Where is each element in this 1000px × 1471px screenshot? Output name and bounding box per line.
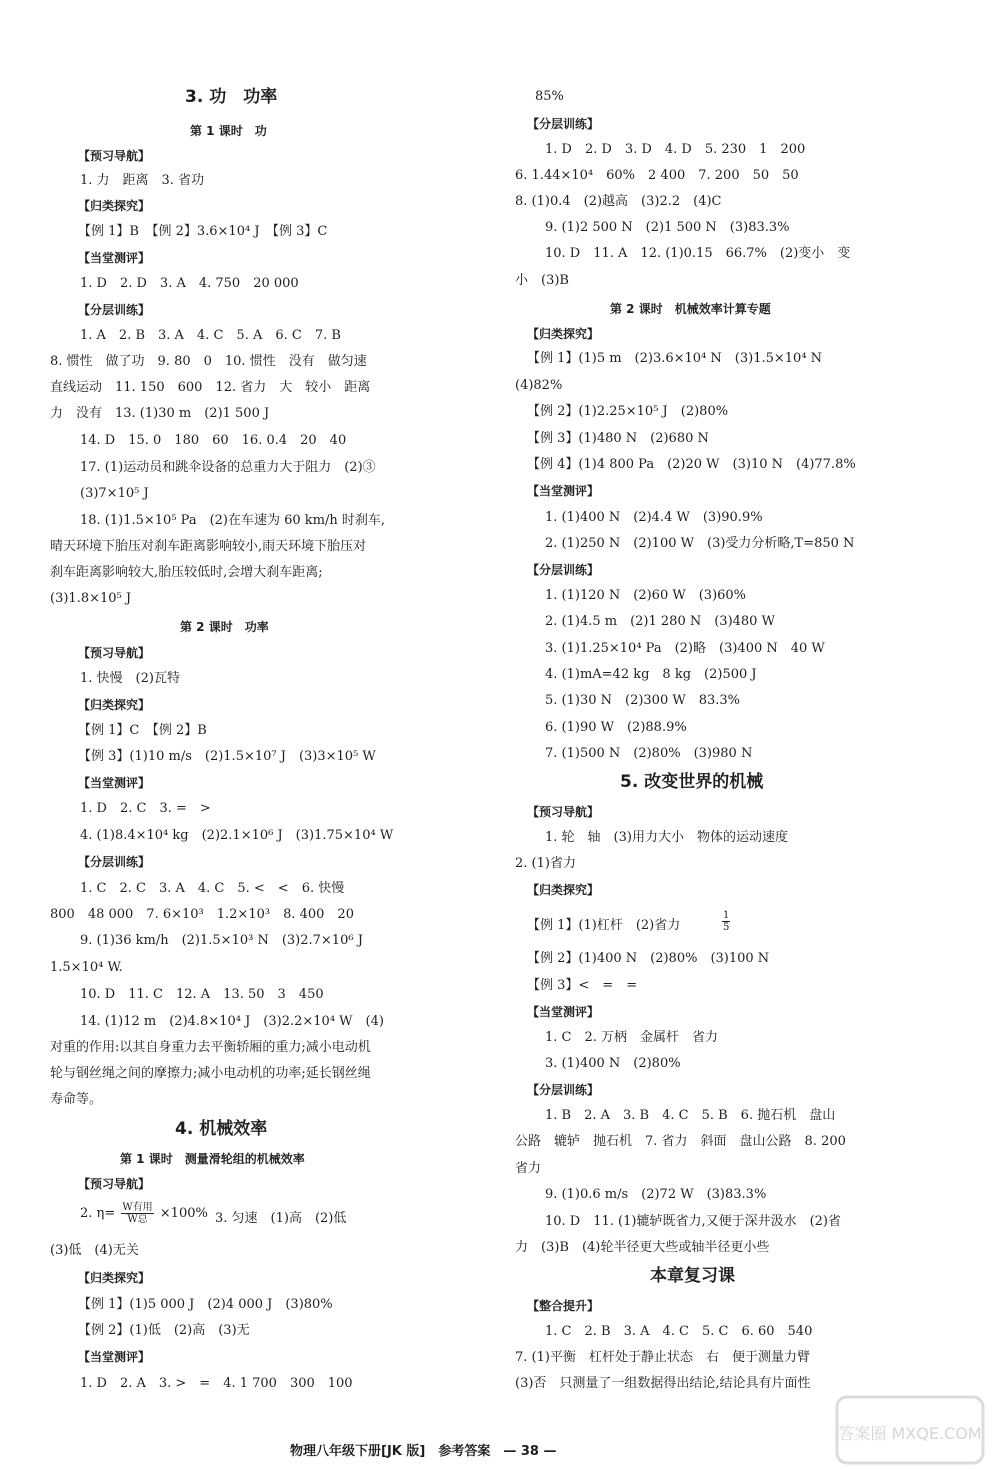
ex1-fraction-wrap [720,910,732,933]
answer-line: 6. (1)90 W (2)88.9% [545,720,687,735]
answer-line: 直线运动 11. 150 600 12. 省力 大 较小 距离 [50,380,371,395]
answer-line: 1. B 2. A 3. B 4. C 5. B 6. 抛石机 盘山 [545,1108,836,1123]
answer-line: 1. C 2. 万柄 金属杆 省力 [545,1030,719,1045]
fraction-denominator: W总 [127,1214,148,1225]
answer-line: 2. (1)省力 [515,856,576,871]
section-label: 【归类探究】 [527,883,600,897]
answer-line: 9. (1)2 500 N (2)1 500 N (3)83.3% [545,220,790,235]
section-label: 【分层训练】 [78,303,151,317]
section-label: 【整合提升】 [527,1299,600,1313]
answer-line: 1. A 2. B 3. A 4. C 5. A 6. C 7. B [80,328,341,343]
answer-line: 8. (1)0.4 (2)越高 (3)2.2 (4)C [515,194,722,209]
answer-line: 对重的作用:以其自身重力去平衡轿厢的重力;减小电动机 [50,1040,371,1055]
answer-line: 10. D 11. C 12. A 13. 50 3 450 [80,987,324,1002]
answer-line: 轮与钢丝绳之间的摩擦力;减小电动机的功率;延长钢丝绳 [50,1066,371,1081]
answer-line: 3. 匀速 (1)高 (2)低 [215,1211,347,1226]
answer-line: 7. (1)500 N (2)80% (3)980 N [545,746,753,761]
answer-line: 1.5×10⁴ W. [50,960,123,975]
section-label: 【预习导航】 [527,805,600,819]
answer-line: 力 没有 13. (1)30 m (2)1 500 J [50,406,270,421]
answer-line: 800 48 000 7. 6×10³ 1.2×10³ 8. 400 20 [50,907,354,922]
lesson-title: 第 2 课时 机械效率计算专题 [610,302,771,316]
answer-line: 9. (1)0.6 m/s (2)72 W (3)83.3% [545,1187,767,1202]
ex1-fraction [722,910,730,933]
answer-line: 18. (1)1.5×10⁵ Pa (2)在车速为 60 km/h 时刹车, [80,513,386,528]
answer-line: 85% [535,89,564,104]
section-label: 【分层训练】 [527,1083,600,1097]
section-label: 【预习导航】 [78,646,151,660]
answer-line: 【例 1】B 【例 2】3.6×10⁴ J 【例 3】C [78,224,328,239]
answer-line: 10. D 11. (1)辘轳既省力,又便于深井汲水 (2)省 [545,1214,841,1229]
section-label: 【预习导航】 [78,149,151,163]
section-label: 【当堂测评】 [78,776,151,790]
section-title: 本章复习课 [650,1266,735,1286]
section-label: 【当堂测评】 [527,1005,600,1019]
answer-line: 14. D 15. 0 180 60 16. 0.4 20 40 [80,433,347,448]
answer-line: 刹车距离影响较大,胎压较低时,会增大刹车距离; [50,565,323,580]
fraction-denominator: 5 [723,922,730,933]
answer-line: (3)低 (4)无关 [50,1243,139,1258]
answer-line: 2. (1)4.5 m (2)1 280 N (3)480 W [545,614,775,629]
efficiency-fraction [121,1202,153,1225]
answer-line: 14. (1)12 m (2)4.8×10⁴ J (3)2.2×10⁴ W (4) [80,1014,384,1029]
answer-line: 【例 1】(1)5 000 J (2)4 000 J (3)80% [78,1297,333,1312]
answer-line: 1. (1)120 N (2)60 W (3)60% [545,588,747,603]
section-label: 【归类探究】 [78,698,151,712]
answer-line: 1. D 2. A 3. > = 4. 1 700 300 100 [80,1376,353,1391]
lesson-title: 第 1 课时 功 [190,124,267,138]
answer-line: 1. D 2. D 3. A 4. 750 20 000 [80,276,299,291]
answer-line: 2. (1)250 N (2)100 W (3)受力分析略,T=850 N [545,536,855,551]
answer-line: 【例 1】(1)5 m (2)3.6×10⁴ N (3)1.5×10⁴ N [527,351,823,366]
answer-line: 1. C 2. C 3. A 4. C 5. < < 6. 快慢 [80,881,345,896]
answer-line: 省力 [515,1161,542,1176]
efficiency-formula [80,1202,208,1225]
fraction-numerator: 1 [723,910,730,921]
answer-line: (3)否 只测量了一组数据得出结论,结论具有片面性 [515,1376,811,1391]
page-footer: 物理八年级下册[JK 版] 参考答案 — 38 — [290,1444,557,1459]
answer-line: 【例 3】(1)10 m/s (2)1.5×10⁷ J (3)3×10⁵ W [78,749,376,764]
answer-line: 【例 3】< = = [527,978,638,993]
answer-line: 【例 2】(1)400 N (2)80% (3)100 N [527,951,770,966]
answer-line: 6. 1.44×10⁴ 60% 2 400 7. 200 50 50 [515,168,799,183]
answer-line: 9. (1)36 km/h (2)1.5×10³ N (3)2.7×10⁶ J [80,933,363,948]
section-label: 【当堂测评】 [527,484,600,498]
answer-line: 【例 1】C 【例 2】B [78,723,207,738]
answer-line: (3)7×10⁵ J [80,486,149,501]
section-title: 4. 机械效率 [175,1119,268,1139]
section-label: 【归类探究】 [527,327,600,341]
answer-line: 5. (1)30 N (2)300 W 83.3% [545,693,741,708]
answer-line: 【例 2】(1)2.25×10⁵ J (2)80% [527,404,729,419]
answer-line: 1. 快慢 (2)瓦特 [80,671,180,686]
answer-line: 1. D 2. D 3. D 4. D 5. 230 1 200 [545,142,806,157]
section-label: 【分层训练】 [527,563,600,577]
answer-line: 4. (1)mA=42 kg 8 kg (2)500 J [545,667,757,682]
answer-line: 寿命等。 [50,1092,103,1107]
answer-line: 1. D 2. C 3. = > [80,801,211,816]
section-title: 5. 改变世界的机械 [620,772,764,792]
answer-line: 1. 轮 轴 (3)用力大小 物体的运动速度 [545,830,788,845]
answer-line: 1. C 2. B 3. A 4. C 5. C 6. 60 540 [545,1324,813,1339]
fraction-numerator: W有用 [122,1202,153,1213]
section-label: 【分层训练】 [78,855,151,869]
section-label: 【预习导航】 [78,1177,151,1191]
answer-line: 【例 2】(1)低 (2)高 (3)无 [78,1323,250,1338]
section-label: 【当堂测评】 [78,251,151,265]
answer-line: 【例 4】(1)4 800 Pa (2)20 W (3)10 N (4)77.8% [527,457,856,472]
answer-line: 3. (1)400 N (2)80% [545,1056,681,1071]
answer-line: (4)82% [515,378,563,393]
section-title: 3. 功 功率 [185,87,278,107]
answer-line: (3)1.8×10⁵ J [50,591,132,606]
answer-line: 8. 惯性 做了功 9. 80 0 10. 惯性 没有 做匀速 [50,354,367,369]
answer-line: 【例 1】(1)杠杆 (2)省力 [527,918,681,933]
answer-line: 力 (3)B (4)轮半径更大些或轴半径更小些 [515,1240,770,1255]
answer-line: 公路 辘轳 抛石机 7. 省力 斜面 盘山公路 8. 200 [515,1134,846,1149]
answer-line: 【例 3】(1)480 N (2)680 N [527,431,709,446]
answer-line: 1. 力 距离 3. 省功 [80,173,205,188]
answer-line: 小 (3)B [515,273,569,288]
formula-prefix: 2. η= [80,1206,116,1221]
watermark-logo [835,1395,985,1465]
section-label: 【分层训练】 [527,117,600,131]
answer-line: 7. (1)平衡 杠杆处于静止状态 右 便于测量力臂 [515,1350,810,1365]
lesson-title: 第 1 课时 测量滑轮组的机械效率 [120,1152,305,1166]
section-label: 【当堂测评】 [78,1350,151,1364]
answer-line: 17. (1)运动员和跳伞设备的总重力大于阻力 (2)③ [80,460,376,475]
answer-line: 10. D 11. A 12. (1)0.15 66.7% (2)变小 变 [545,246,851,261]
section-label: 【归类探究】 [78,1271,151,1285]
answer-line: 1. (1)400 N (2)4.4 W (3)90.9% [545,510,763,525]
answer-line: 3. (1)1.25×10⁴ Pa (2)略 (3)400 N 40 W [545,641,825,656]
lesson-title: 第 2 课时 功率 [180,620,269,634]
answer-line: 4. (1)8.4×10⁴ kg (2)2.1×10⁶ J (3)1.75×10⁴ W [80,828,394,843]
answer-line: 晴天环境下胎压对刹车距离影响较小,雨天环境下胎压对 [50,539,367,554]
watermark-text: 答案圈 MXQE.COM [838,1424,982,1443]
section-label: 【归类探究】 [78,199,151,213]
formula-suffix: ×100% [159,1206,208,1221]
